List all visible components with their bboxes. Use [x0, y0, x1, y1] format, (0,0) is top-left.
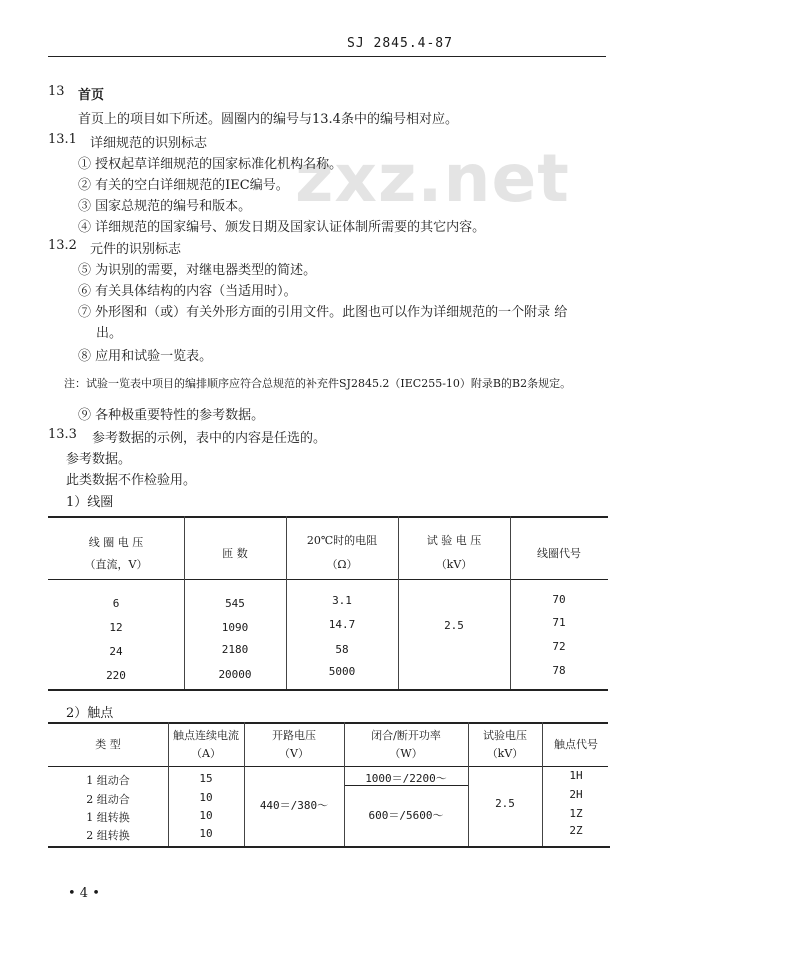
list-item: ⑦ 外形图和（或）有关外形方面的引用文件。此图也可以作为详细规范的一个附录 给: [78, 305, 568, 320]
list-item: ④ 详细规范的国家编号、颁发日期及国家认证体制所需要的其它内容。: [78, 220, 486, 235]
note-text: 注：试验一览表中项目的编排顺序应符合总规范的补充件SJ2845.2（IEC255-10）附录B的B2条规定。: [64, 377, 572, 390]
cell-test-voltage: 2.5: [495, 797, 515, 810]
header-test-voltage: 试 验 电 压: [426, 534, 482, 547]
list-item: ① 授权起草详细规范的国家标准化机构名称。: [78, 157, 343, 172]
list-item: ⑨ 各种极重要特性的参考数据。: [78, 408, 265, 423]
cell-coil-voltage: 6: [112, 597, 120, 610]
section-13-2-number: 13.2: [48, 238, 77, 253]
header-resistance-unit: （Ω）: [326, 558, 358, 571]
cell-continuous-current: 10: [199, 827, 213, 840]
header-test-voltage-unit: （kV）: [486, 747, 524, 760]
cell-contact-type: 2 组转换: [86, 829, 130, 842]
list-item-continuation: 出。: [96, 326, 123, 341]
page-number: • 4 •: [68, 886, 100, 901]
list-item: ② 有关的空白详细规范的IEC编号。: [78, 178, 289, 193]
header-switching-power: 闭合/断开功率: [371, 729, 441, 742]
cell-contact-code: 2Z: [569, 824, 583, 837]
header-coil-voltage: 线 圈 电 压: [88, 536, 144, 549]
cell-coil-code: 78: [552, 664, 566, 677]
document-code: SJ 2845.4-87: [347, 36, 453, 51]
cell-open-voltage: 440＝/380～: [259, 799, 329, 812]
cell-continuous-current: 10: [199, 809, 213, 822]
cell-coil-code: 71: [552, 616, 566, 629]
section-13-number: 13: [48, 84, 65, 99]
section-13-title: 首页: [78, 88, 105, 103]
cell-coil-voltage: 24: [109, 645, 123, 658]
section-13-1-title: 详细规范的识别标志: [90, 136, 208, 151]
cell-resistance: 14.7: [328, 618, 356, 631]
header-resistance: 20℃时的电阻: [306, 534, 378, 547]
cell-switching-power: 600＝/5600～: [368, 809, 444, 822]
header-test-voltage: 试验电压: [483, 729, 527, 742]
watermark: zxz.net: [295, 140, 570, 217]
cell-resistance: 5000: [328, 665, 356, 678]
cell-continuous-current: 15: [199, 772, 213, 785]
section-13-3-line: 此类数据不作检验用。: [66, 473, 197, 488]
header-open-voltage-unit: （V）: [279, 747, 309, 760]
header-switching-power-unit: （W）: [389, 747, 423, 760]
cell-turns: 2180: [221, 643, 249, 656]
header-contact-code: 触点代号: [554, 738, 598, 751]
section-13-intro: 首页上的项目如下所述。圆圈内的编号与13.4条中的编号相对应。: [78, 112, 458, 127]
cell-resistance: 3.1: [332, 594, 352, 607]
header-open-voltage: 开路电压: [272, 729, 316, 742]
cell-turns: 545: [225, 597, 245, 610]
cell-contact-type: 2 组动合: [86, 793, 130, 806]
section-13-3-title: 参考数据的示例，表中的内容是任选的。: [92, 431, 327, 446]
cell-contact-type: 1 组转换: [86, 811, 130, 824]
header-coil-voltage-unit: （直流，V）: [84, 558, 148, 571]
section-13-1-number: 13.1: [48, 132, 77, 147]
header-continuous-current: 触点连续电流: [173, 729, 239, 742]
header-continuous-current-unit: （A）: [191, 747, 221, 760]
cell-turns: 1090: [221, 621, 249, 634]
cell-switching-power: 1000＝/2200～: [365, 772, 447, 785]
header-coil-code: 线圈代号: [537, 547, 581, 560]
cell-test-voltage: 2.5: [444, 619, 464, 632]
cell-coil-code: 72: [552, 640, 566, 653]
header-turns: 匝 数: [222, 547, 248, 560]
cell-turns: 20000: [218, 668, 252, 681]
cell-coil-voltage: 12: [109, 621, 123, 634]
section-13-2-title: 元件的识别标志: [90, 242, 182, 257]
cell-coil-voltage: 220: [106, 669, 126, 682]
cell-contact-code: 1H: [569, 769, 583, 782]
header-rule: [48, 56, 606, 57]
list-item: ⑥ 有关具体结构的内容（当适用时）。: [78, 284, 297, 299]
cell-coil-code: 70: [552, 593, 566, 606]
header-test-voltage-unit: （kV）: [435, 558, 473, 571]
section-13-3-line: 参考数据。: [66, 452, 132, 467]
header-contact-type: 类 型: [95, 738, 121, 751]
table1-caption: 1）线圈: [66, 495, 114, 510]
cell-contact-type: 1 组动合: [86, 774, 130, 787]
cell-resistance: 58: [335, 643, 349, 656]
table2-caption: 2）触点: [66, 706, 114, 721]
section-13-3-number: 13.3: [48, 427, 77, 442]
cell-contact-code: 2H: [569, 788, 583, 801]
cell-contact-code: 1Z: [569, 807, 583, 820]
cell-continuous-current: 10: [199, 791, 213, 804]
list-item: ⑤ 为识别的需要，对继电器类型的简述。: [78, 263, 317, 278]
list-item: ③ 国家总规范的编号和版本。: [78, 199, 252, 214]
list-item: ⑧ 应用和试验一览表。: [78, 349, 213, 364]
